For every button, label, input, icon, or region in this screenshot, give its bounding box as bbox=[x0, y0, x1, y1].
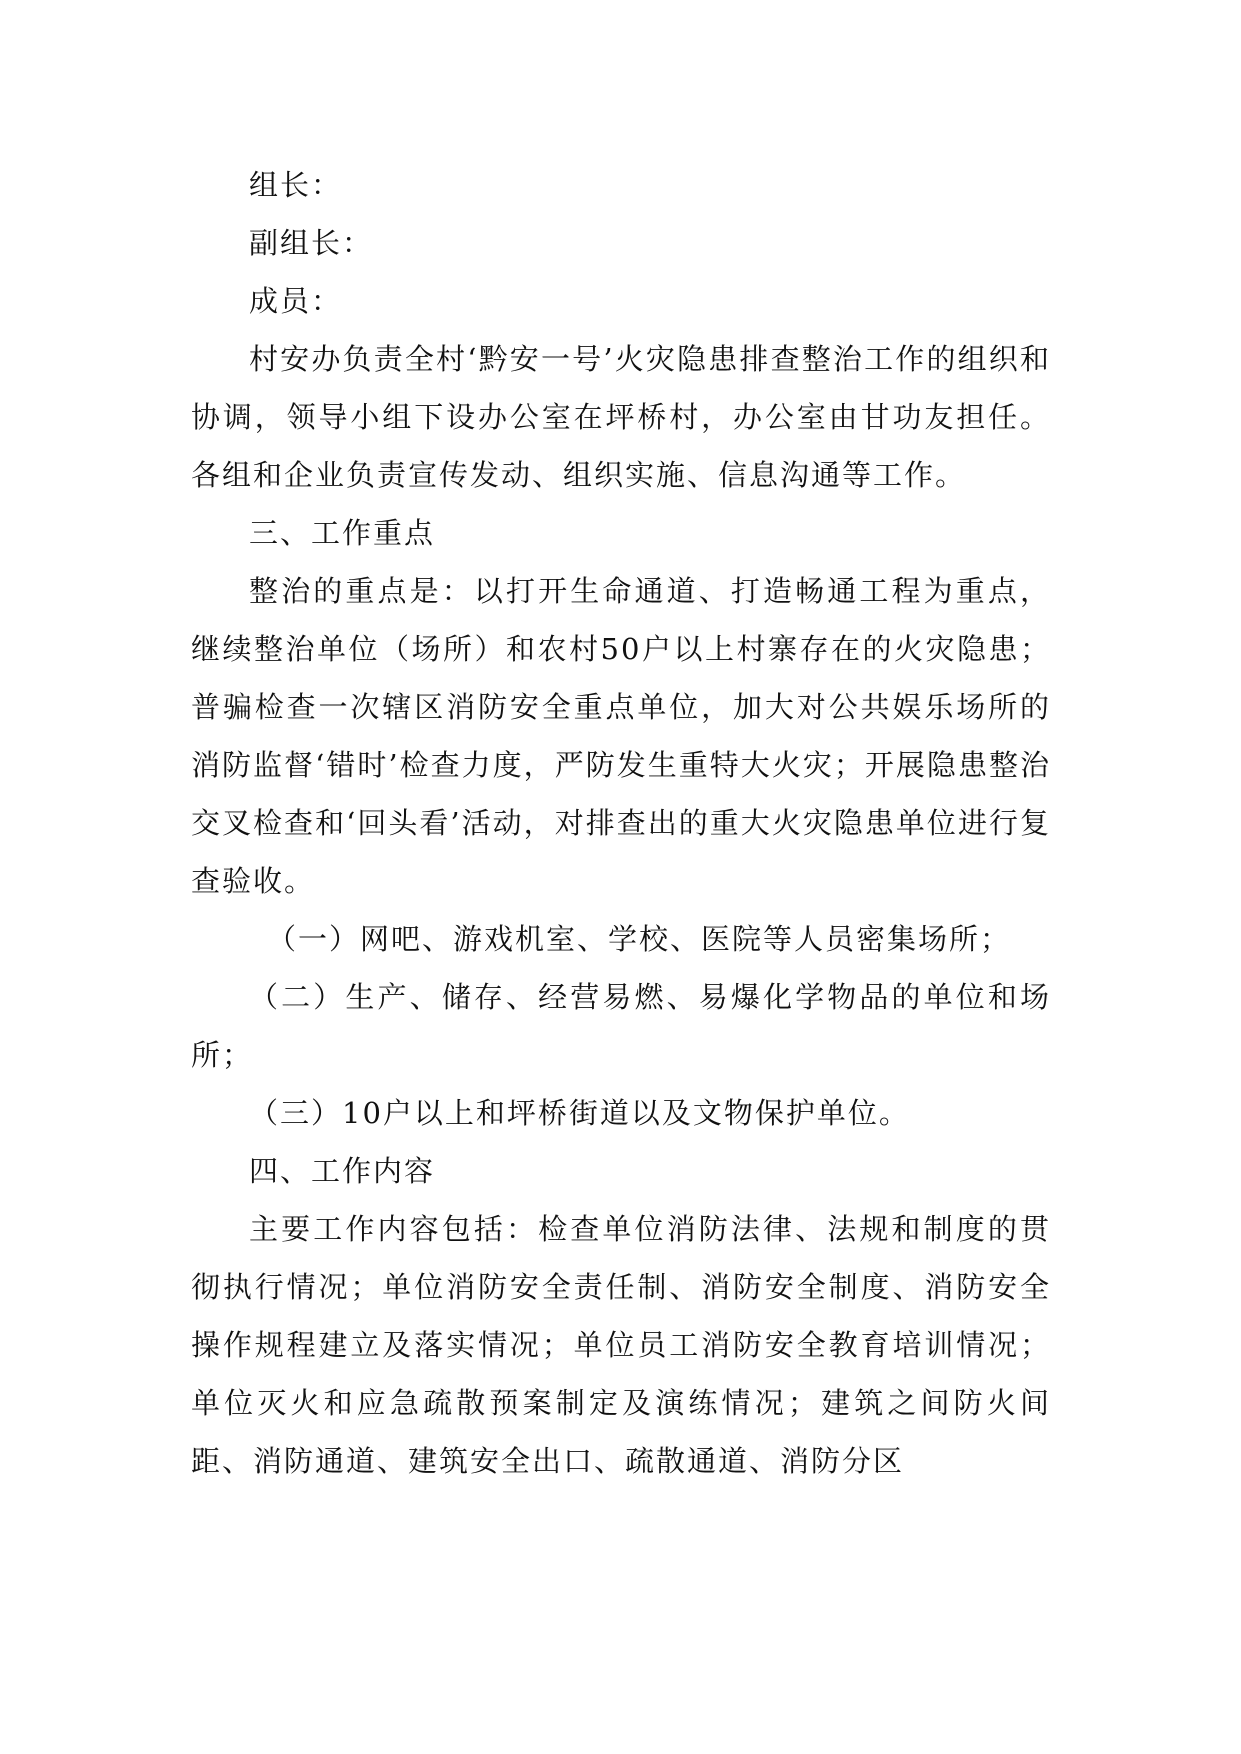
focus-item-2: （二）生产、储存、经营易燃、易爆化学物品的单位和场所； bbox=[191, 980, 1051, 1072]
office-responsibility-paragraph: 村安办负责全村‘黔安一号’火灾隐患排查整治工作的组织和协调，领导小组下设办公室在坪桥村，办公室由甘功友担任。各组和企业负责宣传发动、组织实施、信息沟通等工作。 bbox=[191, 342, 1051, 492]
focus-paragraph: 整治的重点是：以打开生命通道、打造畅通工程为重点，继续整治单位（场所）和农村50户以上村寨存在的火灾隐患；普骗检查一次辖区消防安全重点单位，加大对公共娱乐场所的消防监督‘错时’检查力度，严防发生重特大火灾；开展隐患整治交叉检查和‘回头看’活动，对排查出的重大火灾隐患单位进行复查验收。 bbox=[191, 574, 1051, 898]
focus-item-1: （一）网吧、游戏机室、学校、医院等人员密集场所； bbox=[267, 922, 1012, 956]
section-heading-work-content: 四、工作内容 bbox=[249, 1154, 436, 1188]
members-line: 成员： bbox=[249, 284, 343, 318]
content-paragraph: 主要工作内容包括：检查单位消防法律、法规和制度的贯彻执行情况；单位消防安全责任制、消防安全制度、消防安全操作规程建立及落实情况；单位员工消防安全教育培训情况；单位灭火和应急疏散预案制定及演练情况；建筑之间防火间距、消防通道、建筑安全出口、疏散通道、消防分区 bbox=[191, 1212, 1051, 1478]
deputy-leader-line: 副组长： bbox=[249, 226, 374, 260]
document-body bbox=[191, 156, 1051, 1490]
leader-line: 组长： bbox=[249, 168, 343, 202]
focus-item-3: （三）10户以上和坪桥街道以及文物保护单位。 bbox=[249, 1096, 910, 1130]
section-heading-work-focus: 三、工作重点 bbox=[249, 516, 436, 550]
